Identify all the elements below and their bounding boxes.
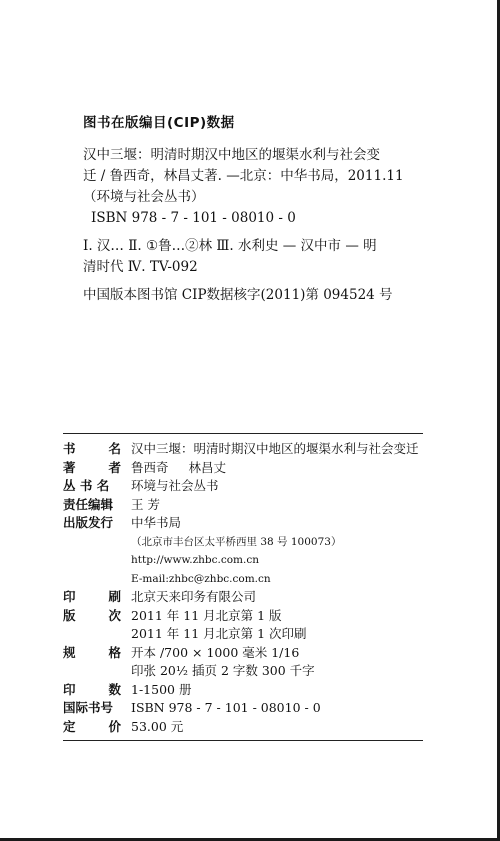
publisher-url: http://www.zhbc.com.cn [131,554,259,566]
cip-isbn-line: ISBN 978 - 7 - 101 - 08010 - 0 [91,210,296,226]
cip-record-number: 中国版本图书馆 CIP数据核字(2011)第 094524 号 [83,287,393,303]
cip-author-line: 迁 / 鲁西奇，林昌丈著. —北京：中华书局，2011.11 [83,168,404,184]
row-editor [63,496,443,515]
colophon-table [63,440,443,736]
label-author: 著 者 [63,459,121,475]
row-author [63,459,443,478]
row-printer [63,588,443,607]
cip-heading: 图书在版编目(CIP)数据 [83,115,235,131]
row-edition [63,607,443,644]
cip-title-line: 汉中三堰：明清时期汉中地区的堰渠水利与社会变 [83,147,380,163]
value-edition: 2011 年 11 月北京第 1 版 2011 年 11 月北京第 1 次印刷 [131,607,307,641]
cip-series-line: （环境与社会丛书） [83,189,205,205]
value-spec: 开本 /700 × 1000 毫米 1/16 印张 20½ 插页 2 字数 300 千字 [131,644,315,678]
cip-block [83,111,443,306]
value-printer: 北京天来印务有限公司 [131,589,257,604]
value-price: 53.00 元 [131,718,184,734]
value-isbn: ISBN 978 - 7 - 101 - 08010 - 0 [131,700,321,715]
label-edition: 版 次 [63,607,121,623]
label-spec: 规 格 [63,644,121,660]
value-editor: 王 芳 [131,496,160,512]
publisher-address: （北京市丰台区太平桥西里 38 号 100073） [131,535,342,548]
colophon-top-rule [63,433,423,434]
value-publisher [131,514,443,588]
row-price [63,718,443,737]
label-title: 书 名 [63,441,121,456]
row-title [63,440,443,459]
value-author: 鲁西奇 林昌丈 [131,459,227,475]
value-series: 环境与社会丛书 [131,478,219,493]
value-title: 汉中三堰：明清时期汉中地区的堰渠水利与社会变迁 [131,441,419,456]
cip-classification-line: 清时代 Ⅳ. TV-092 [83,259,198,275]
colophon-bottom-rule [63,740,423,741]
label-publisher: 出版发行 [63,515,114,530]
label-copies: 印 数 [63,681,121,697]
row-isbn [63,699,443,718]
row-spec [63,644,443,681]
row-publisher [63,514,443,588]
publisher-email: E-mail:zhbc@zhbc.com.cn [131,572,271,585]
publisher-name: 中华书局 [131,515,182,530]
value-copies: 1-1500 册 [131,681,192,697]
row-series [63,477,443,496]
label-editor: 责任编辑 [63,496,114,512]
label-series: 丛 书 名 [63,478,110,493]
label-price: 定 价 [63,718,121,734]
row-copies [63,681,443,700]
label-isbn: 国际书号 [63,700,114,715]
label-printer: 印 刷 [63,589,121,604]
cip-subject-line: Ⅰ. 汉… Ⅱ. ①鲁…②林 Ⅲ. 水利史 — 汉中市 — 明 [83,238,377,254]
